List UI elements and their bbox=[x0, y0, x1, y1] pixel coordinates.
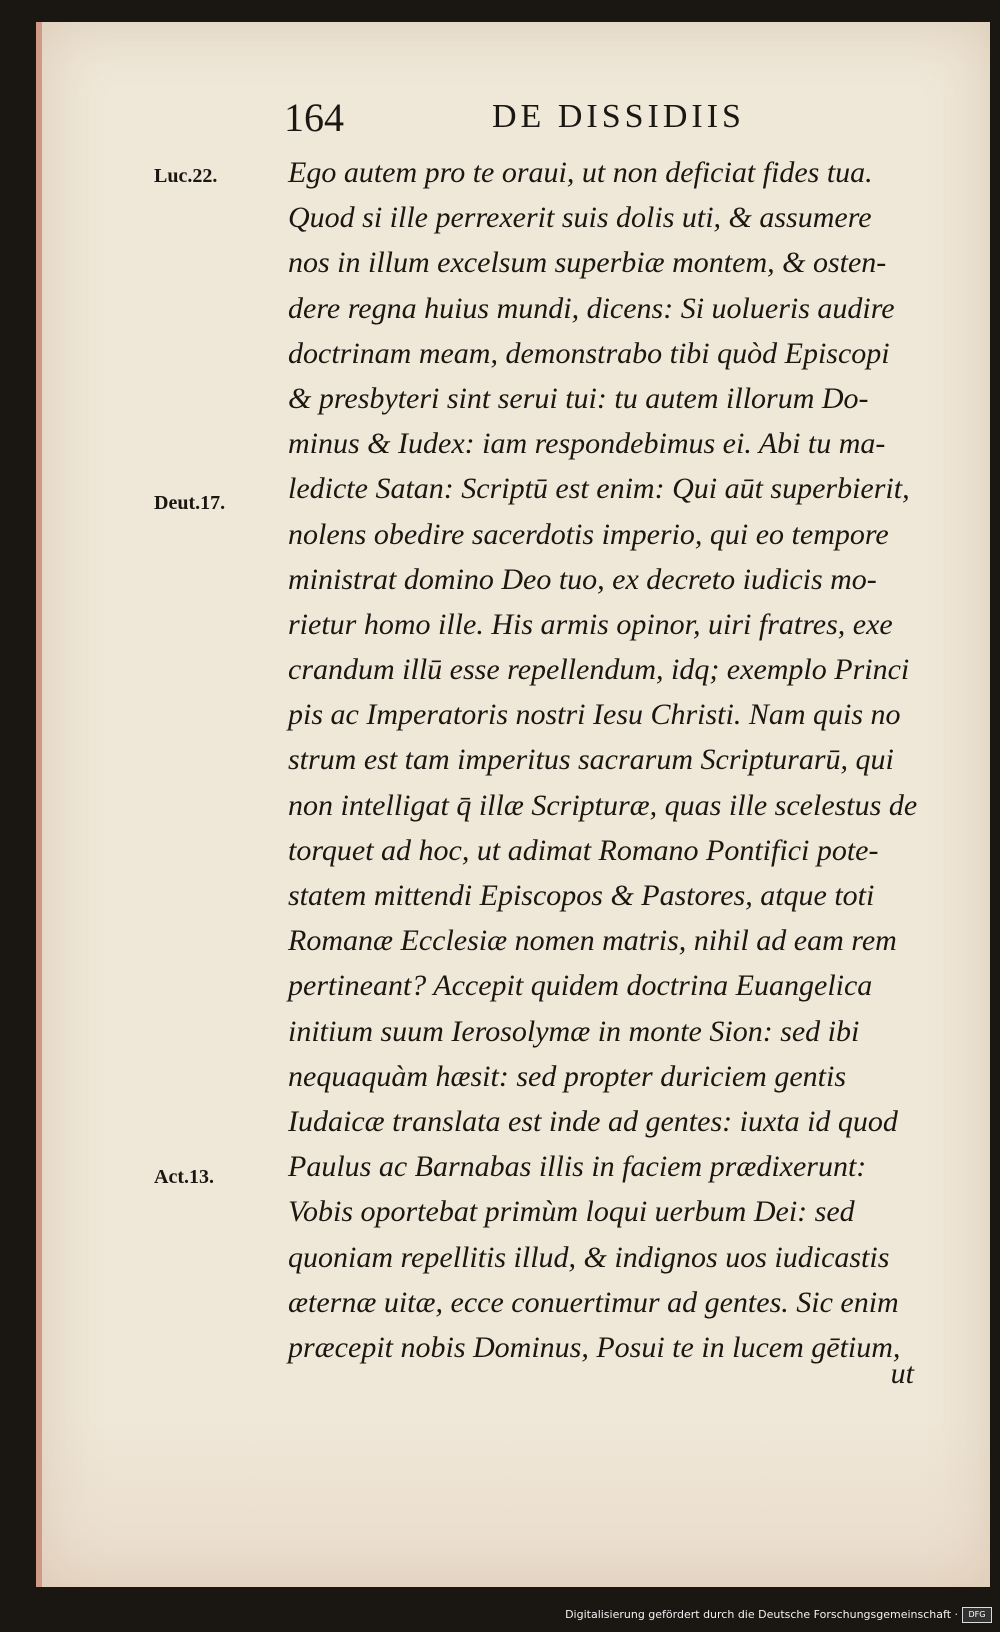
body-text bbox=[288, 150, 988, 1370]
text-line: nos in illum excelsum superbiæ montem, & osten- bbox=[288, 246, 887, 280]
text-line: initium suum Ierosolymæ in monte Sion: sed ibi bbox=[288, 1014, 860, 1048]
page-number: 164 bbox=[284, 95, 344, 140]
funding-credit: Digitalisierung gefördert durch die Deutsche Forschungsgemeinschaft · bbox=[565, 1608, 958, 1621]
text-line: dere regna huius mundi, dicens: Si uolueris audire bbox=[288, 291, 895, 325]
text-line: statem mittendi Episcopos & Pastores, atque toti bbox=[288, 879, 875, 912]
text-line: nequaquàm hæsit: sed propter duriciem gentis bbox=[288, 1059, 847, 1093]
text-line: pertineant? Accepit quidem doctrina Euangelica bbox=[288, 969, 873, 1003]
text-line: torquet ad hoc, ut adimat Romano Pontifici pote- bbox=[288, 833, 879, 867]
text-line: ledicte Satan: Scriptū est enim: Qui aūt superbierit, bbox=[288, 472, 910, 506]
text-line: nolens obedire sacerdotis imperio, qui eo tempore bbox=[288, 517, 889, 551]
margin-note-deuteronomy: Deut.17. bbox=[154, 492, 226, 514]
catchword: ut bbox=[890, 1357, 914, 1390]
text-line: crandum illū esse repellendum, idq; exemplo Princi bbox=[288, 653, 910, 687]
digitization-footer bbox=[0, 1600, 1000, 1632]
text-line: doctrinam meam, demonstrabo tibi quòd Episcopi bbox=[288, 336, 890, 370]
margin-note-acts: Act.13. bbox=[154, 1166, 214, 1188]
text-line: Ego autem pro te oraui, ut non deficiat fides tua. bbox=[288, 156, 873, 189]
text-line: Vobis oportebat primùm loqui uerbum Dei: sed bbox=[288, 1195, 855, 1229]
text-line: strum est tam imperitus sacrarum Scripturarū, qui bbox=[288, 743, 894, 777]
text-line: Quod si ille perrexerit suis dolis uti, & assumere bbox=[288, 201, 872, 235]
text-line: præcepit nobis Dominus, Posui te in lucem gētium, bbox=[288, 1330, 901, 1364]
text-line: Iudaicæ translata est inde ad gentes: iuxta id quod bbox=[288, 1104, 898, 1138]
text-line: Romanæ Ecclesiæ nomen matris, nihil ad eam rem bbox=[288, 924, 897, 958]
text-line: Paulus ac Barnabas illis in faciem prædixerunt: bbox=[288, 1150, 867, 1184]
text-line: rietur homo ille. His armis opinor, uiri fratres, exe bbox=[288, 607, 893, 641]
running-head bbox=[42, 94, 990, 154]
book-page bbox=[36, 22, 990, 1587]
text-line: quoniam repellitis illud, & indignos uos iudicastis bbox=[288, 1240, 890, 1274]
dfg-logo-icon: DFG bbox=[962, 1607, 992, 1623]
text-line: & presbyteri sint serui tui: tu autem illorum Do- bbox=[288, 381, 869, 415]
text-line: æternæ uitæ, ecce conuertimur ad gentes. Sic enim bbox=[288, 1285, 899, 1319]
text-line: minus & Iudex: iam respondebimus ei. Abi tu ma- bbox=[288, 427, 886, 461]
running-title: DE DISSIDIIS bbox=[492, 98, 745, 135]
text-line: ministrat domino Deo tuo, ex decreto iudicis mo- bbox=[288, 562, 877, 596]
text-line: pis ac Imperatoris nostri Iesu Christi. Nam quis no bbox=[288, 698, 901, 732]
text-line: non intelligat q̄ illæ Scripturæ, quas ille scelestus de bbox=[288, 788, 918, 822]
margin-note-luke: Luc.22. bbox=[154, 165, 218, 187]
